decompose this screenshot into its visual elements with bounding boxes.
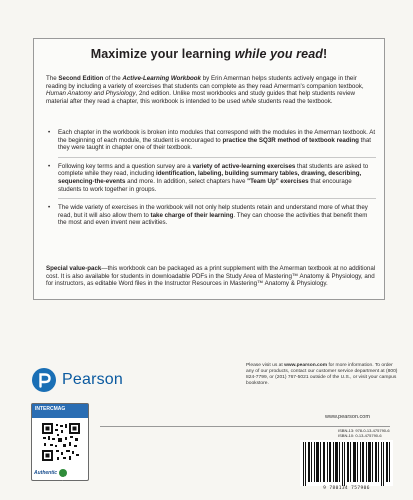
list-item: • Each chapter in the workbook is broken into modules that correspond with the modules in the Amerman textbook. At the beginning of each module, the student is encouraged to practice the SQ3R method of textbook reading that they were taught in chapter one of their textbook.	[48, 129, 376, 152]
card-brand: INTERCMAG	[35, 406, 66, 412]
bullet-icon: •	[48, 129, 51, 136]
isbn-block	[338, 428, 390, 438]
publisher-link[interactable]: www.pearson.com	[284, 363, 328, 368]
divider	[100, 426, 390, 427]
publisher-logo	[32, 368, 123, 392]
special-value-pack: Special value-pack—this workbook can be packaged as a print supplement with the Amerman textbook at no additional cost. It is also available for students in downloadable PDFs in the Study Area of Mastering™ Anatomy & Physiology, and for instructors, as editable Word files in the Instructor Resources in Mastering™ Anatomy & Physiology.	[46, 265, 376, 288]
divider	[58, 157, 376, 158]
list-item: • The wide variety of exercises in the workbook will not only help students retain and understand more of what they read, but it will also allow them to take charge of their learning. They can choose the activities that benefit them the most and even invent new activities.	[48, 204, 368, 227]
site-url[interactable]: www.pearson.com	[325, 414, 370, 420]
contact-info: Please visit us at www.pearson.com for more information. To order any of our products, contact our customer service department at (800) 824-7799, or (201) 767-5021 outside of the U.S., or visit your campus bookstore.	[246, 363, 398, 386]
feature-list	[46, 129, 376, 232]
isbn-13: ISBN-13: 978-0-13-475790-6	[338, 428, 390, 433]
barcode-icon	[300, 440, 393, 486]
list-item: • Following key terms and a question survey are a variety of active-learning exercises that students are asked to complete while they read, including identification, labeling, building summary tables, drawing, describing, sequencing-the-events and more. In addition, select chapters have "Team Up" exercises that encourage students to work together in groups.	[48, 162, 369, 193]
barcode-digits: 9 780134 757906	[323, 486, 370, 491]
publisher-name: Pearson	[62, 371, 123, 388]
headline: Maximize your learning while you read!	[90, 47, 328, 61]
qr-code-icon	[41, 422, 81, 462]
card-header	[32, 404, 88, 418]
authentic-label: Authentic	[34, 470, 58, 476]
isbn-10: ISBN-10: 0-13-475790-6	[338, 433, 382, 438]
divider	[58, 198, 376, 199]
bullet-icon: •	[48, 162, 51, 170]
check-icon	[59, 469, 67, 477]
card-footer	[34, 467, 86, 479]
back-cover-panel	[33, 38, 385, 300]
bullet-icon: •	[48, 204, 51, 212]
access-card	[31, 403, 89, 481]
intro-paragraph: The Second Edition of the Active-Learning Workbook by Erin Amerman helps students actively engage in their reading by including a variety of exercises that students can complete as they read Amerman's companion textbook, Human Anatomy and Physiology, 2nd edition. Unlike most workbooks and study guides that help students review material after they read a chapter, this workbook is intended to be used while students read the textbook.	[46, 75, 364, 105]
pearson-logo-icon	[32, 368, 56, 392]
